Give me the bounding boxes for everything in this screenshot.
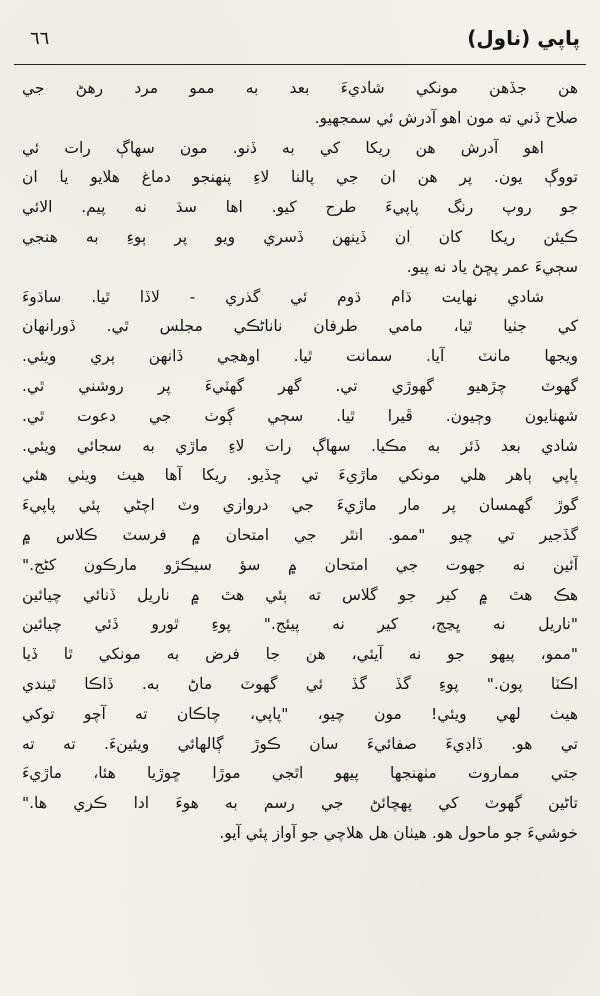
text-line: شادي بعد ڏئر به مڪيا. سهاڳ رات لاءِ ماڙي به سجائي ويئي. (22, 436, 578, 455)
text-line: جو روپ رنگ پاپيءَ طرح کيو. اها سڌ نه پيم. الائي (22, 198, 578, 217)
text-line: "ممو، پيهو جو نه آيئي، هن جا فرض به مونکي ٿا ڏيا (22, 645, 578, 664)
text-line: تووڳ يون. پر هن ان جي پالنا لاءِ پنهنجو دماغ هلايو يا ان (22, 168, 578, 187)
text-line: کي جٺيا ٿيا، مامي طرفان ناناڻڪي مجلس ٿي. ڏورانهان (22, 317, 578, 336)
text-line: صلاح ڏني ته مون اهو آدرش ئي سمجهيو. (314, 108, 578, 127)
text-line: هن جڏهن مونکي شاديءَ بعد به ممو مرد رهڻ جي (22, 79, 578, 97)
text-line: هڪ هٿ ۾ کير جو گلاس ته ٻئي هٿ ۾ ناريل ڏنائي چيائين (22, 585, 578, 604)
text-line: گهوٽ چڙهيو گهوڙي تي. گهر گهٽيءَ پر روشني ٿي. (22, 376, 578, 395)
text-line: پاپي ٻاهر هلي مونکي ماڙيءَ تي ڇڏيو. ريکا آها هيٺ ويٺي هئي (22, 466, 578, 485)
text-line: تاڻين گهوٽ کي پهچائڻ جي رسم به هوءَ ادا ڪري ها." (22, 794, 578, 813)
text-line: آئين نه جهوت جي امتحان ۾ سؤ سيڪڙو مارڪون کڻج." (22, 555, 578, 574)
body-text (22, 74, 578, 849)
header-rule (14, 64, 586, 65)
page-header (14, 28, 586, 62)
text-line: ويجها مانٽ آيا. سمانت ٿيا. اوهڃي ڏانهن ٻري ويئي. (22, 347, 578, 366)
text-line: "ناريل نه ڀڃج، کير نه پيئج." پوءِ ٿورو ڏئي چيائين (22, 615, 578, 634)
running-title: پاپي (ناول) (467, 26, 580, 50)
text-line: شادي نهايت ڌام ڌوم ئي گذري - لاڏا ٿيا. ساڌوءَ (22, 287, 544, 306)
text-line: ڪيئن ريکا کان ان ڏينهن ڏسري ويو پر ٻوءِ به هنجي (22, 227, 578, 246)
text-line: هيٺ لهي ويئي! مون چيو، "پاپي، چاڪان ته آچو توکي (22, 704, 578, 723)
text-line: گوڙ گهمسان پر مار ماڙيءَ جي دروازي وٽ اچڻي پئي پاپيءَ (22, 496, 578, 515)
text-line: شهنايون وڄيون. ڦيرا ٿيا. سڄي ڳوٺ جي دعوت ٿي. (22, 406, 578, 425)
text-line: خوشيءَ جو ماحول هو. هيٺان هل هلاچي جو آواز پئي آيو. (219, 823, 578, 842)
text-line: سڄيءَ عمر پڇڻ ياد نه پيو. (406, 257, 578, 276)
text-line: اهو آدرش هن ريکا کي به ڏنو. مون سهاڳ رات ئي (22, 138, 544, 157)
text-line: اڪٽا پون." پوءِ گڏ گڏ ئي گهوٽ ماڻ به. ڏاڪا ٿيندي (22, 674, 578, 693)
text-line: گڏجير تي چيو "ممو. انٿر جي امتحان ۾ فرسٽ ڪلاس ۾ (22, 525, 578, 544)
text-line: تي هو. ڏاڍيءَ صفائيءَ سان ڪوڙ ڳالهائي ويئينءَ. ته ته (22, 734, 578, 753)
text-line: جتي مماروت مٺهنجها پيهو اٿجي موڙا ڇوڙيا هئا، ماڙيءَ (22, 764, 578, 783)
page-number: ٦٦ (30, 28, 50, 49)
